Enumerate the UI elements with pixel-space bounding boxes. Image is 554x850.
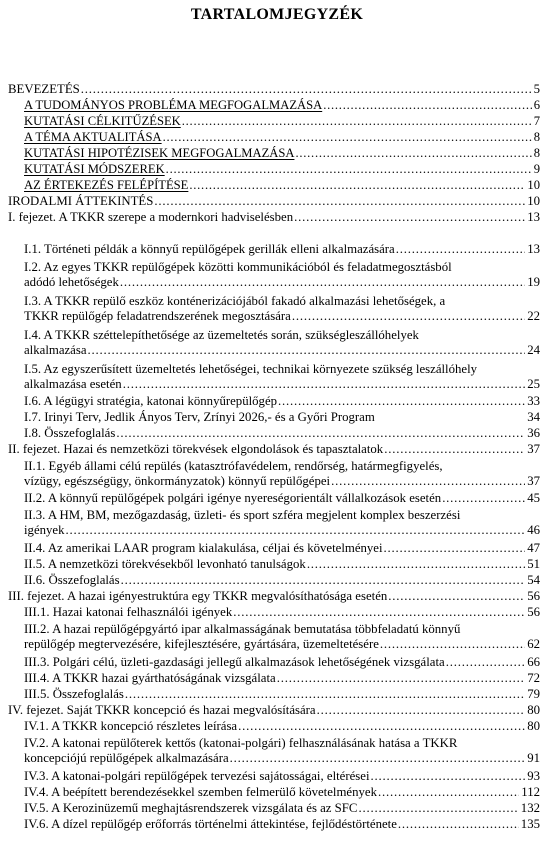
dot-leader [88, 343, 526, 358]
dot-leader [323, 98, 532, 113]
toc-entry-text: KUTATÁSI HIPOTÉZISEK MEGFOGALMAZÁSA [24, 146, 295, 160]
dot-leader [295, 146, 531, 161]
toc-entry[interactable] [0, 98, 554, 113]
toc-entry[interactable] [0, 114, 554, 129]
toc-page-number: 37 [527, 474, 540, 488]
toc-entry-text: II.2. A könnyű repülőgépek polgári igénye nyereségorientált vállalkozások esetén [24, 491, 442, 505]
toc-entry[interactable] [0, 508, 554, 538]
dot-leader [233, 605, 525, 620]
toc-entry-text: IV.3. A katonai-polgári repülőgépek tervezési sajátosságai, eltérései [24, 769, 370, 783]
dot-leader [66, 523, 526, 538]
toc-entry-text: IV.6. A dízel repülőgép erőforrás történelmi áttekintése, fejlődéstörténete [24, 817, 397, 831]
toc-entry-text: I. fejezet. A TKKR szerepe a modernkori hadviselésben [8, 210, 294, 224]
toc-entry-text: I.3. A TKKR repülő eszköz konténerizációjából fakadó alkalmazási lehetőségek, a [24, 294, 446, 308]
dot-leader [317, 703, 526, 718]
toc-entry[interactable] [0, 210, 554, 225]
toc-entry-text: IV.5. A Kerozinüzemű meghajtásrendszerek vizsgálata és az SFC [24, 801, 358, 815]
toc-entry-text: repülőgép megtervezésére, kifejlesztésére, gyártására, üzemeltetésére [24, 637, 379, 651]
dot-leader [163, 130, 532, 145]
toc-page-number: 7 [533, 114, 540, 128]
toc-entry-text: II.1. Egyéb állami célú repülés (katasztrófavédelem, rendőrség, határmegfigyelés, [24, 459, 443, 473]
toc-page-number: 6 [533, 98, 540, 112]
toc-entry-text: vízügy, egészségügy, önkormányzatok) könnyű repülőgépei [24, 474, 331, 488]
dot-leader [120, 275, 525, 290]
dot-leader [116, 426, 525, 441]
toc-entry[interactable] [0, 459, 554, 489]
toc-entry[interactable] [0, 703, 554, 718]
dot-leader [446, 655, 526, 670]
toc-entry-text: A TÉMA AKTUALITÁSA [24, 130, 162, 144]
dot-leader [238, 719, 525, 734]
toc-entry-text: III.3. Polgári célú, üzleti-gazdasági jellegű alkalmazások lehetőségének vizsgálata [24, 655, 445, 669]
dot-leader [81, 82, 532, 97]
dot-leader [294, 210, 525, 225]
toc-page-number: 80 [527, 719, 540, 733]
toc-entry-text: IV.1. A TKKR koncepció részletes leírása [24, 719, 238, 733]
toc-entry[interactable] [0, 178, 554, 193]
toc-page-number: 19 [527, 275, 540, 289]
toc-entry[interactable] [0, 242, 554, 257]
toc-page-number: 80 [527, 703, 540, 717]
toc-page-number: 132 [520, 801, 540, 815]
toc-entry[interactable] [0, 294, 554, 324]
dot-leader [292, 309, 525, 324]
dot-leader [123, 377, 526, 392]
toc-entry-text: III.2. A hazai repülőgépgyártó ipar alkalmasságának bemutatása többfeladatú könnyű [24, 622, 461, 636]
toc-page-number: 13 [527, 242, 540, 256]
toc-page-number: 8 [533, 146, 540, 160]
toc-page-number: 112 [521, 785, 540, 799]
toc-entry[interactable] [0, 328, 554, 358]
dot-leader [371, 769, 526, 784]
toc-page-number: 10 [527, 178, 540, 192]
toc-entry-text: koncepciójú repülőgépek alkalmazására [24, 751, 229, 765]
toc-entry-text: AZ ÉRTEKEZÉS FELÉPÍTÉSE [24, 178, 189, 192]
toc-page-number: 91 [527, 751, 540, 765]
toc-page-number: 66 [527, 655, 540, 669]
toc-page-number: 51 [527, 557, 540, 571]
dot-leader [277, 671, 525, 686]
dot-leader [396, 242, 525, 257]
toc-entry-text: KUTATÁSI CÉLKITŰZÉSEK [24, 114, 181, 128]
toc-entry[interactable] [0, 573, 554, 588]
toc-page-number: 25 [527, 377, 540, 391]
toc-entry[interactable] [0, 130, 554, 145]
toc-entry[interactable] [0, 801, 554, 816]
toc-entry[interactable] [0, 785, 554, 800]
toc-entry[interactable] [0, 260, 554, 290]
toc-page-number: 10 [527, 194, 540, 208]
toc-entry-text: I.1. Történeti példák a könnyű repülőgépek gerillák elleni alkalmazására [24, 242, 395, 256]
toc-page-number: 47 [527, 541, 540, 555]
dot-leader [331, 474, 525, 489]
dot-leader [388, 589, 525, 604]
toc-entry-text: alkalmazása [24, 343, 87, 357]
toc-page-number: 24 [527, 343, 540, 357]
toc-entry[interactable] [0, 736, 554, 766]
toc-page-number: 13 [527, 210, 540, 224]
toc-entry-text: II.3. A HM, BM, mezőgazdaság, üzleti- és sport szféra megjelent komplex beszerzési [24, 508, 461, 522]
toc-entry-text: I.5. Az egyszerűsített üzemeltetés lehetőségei, technikai környezete szükség leszállóhely [24, 362, 478, 376]
toc-entry[interactable] [0, 769, 554, 784]
toc-page-number: 62 [527, 637, 540, 651]
toc-entry[interactable] [0, 194, 554, 209]
dot-leader [384, 541, 526, 556]
dot-leader [384, 442, 525, 457]
toc-page-number: 22 [527, 309, 540, 323]
toc-entry-text: IV.2. A katonai repülőterek kettős (katonai-polgári) felhasználásának hatása a TKKR [24, 736, 458, 750]
toc-page-number: 79 [527, 687, 540, 701]
toc-entry-text: II.5. A nemzetközi törekvésekből levonható tanulságok [24, 557, 306, 571]
toc-page-number: 45 [527, 491, 540, 505]
dot-leader [278, 394, 525, 409]
dot-leader [442, 491, 525, 506]
dot-leader [358, 801, 518, 816]
toc-page-number: 36 [527, 426, 540, 440]
toc-page-number: 46 [527, 523, 540, 537]
toc-page-number: 135 [520, 817, 540, 831]
toc-page-number: 5 [533, 82, 540, 96]
toc-entry-text: III.5. Összefoglalás [24, 687, 124, 701]
dot-leader [230, 751, 526, 766]
page-title: TARTALOMJEGYZÉK [190, 6, 364, 23]
toc-page-number: 72 [527, 671, 540, 685]
toc-entry[interactable] [0, 362, 554, 392]
toc-page-number: 8 [533, 130, 540, 144]
toc-entry-text: III.4. A TKKR hazai gyárthatóságának vizsgálata [24, 671, 276, 685]
toc-entry-text: II.4. Az amerikai LAAR program kialakulása, céljai és követelményei [24, 541, 383, 555]
dot-leader [154, 194, 525, 209]
toc-entry-text: II.6. Összefoglalás [24, 573, 120, 587]
toc-entry-text: II. fejezet. Hazai és nemzetközi törekvések elgondolások és tapasztalatok [8, 442, 384, 456]
toc-entry[interactable] [0, 687, 554, 702]
toc-entry[interactable] [0, 589, 554, 604]
dot-leader [380, 637, 525, 652]
toc-entry[interactable] [0, 655, 554, 670]
toc-entry-text: KUTATÁSI MÓDSZEREK [24, 162, 165, 176]
dot-leader [121, 573, 526, 588]
toc-entry[interactable] [0, 491, 554, 506]
dot-leader [182, 114, 532, 129]
toc-entry-text: III.1. Hazai katonai felhasználói igények [24, 605, 233, 619]
toc-entry[interactable] [0, 719, 554, 734]
toc-page-number: 56 [527, 605, 540, 619]
toc-entry[interactable] [0, 442, 554, 457]
toc-page-number: 56 [527, 589, 540, 603]
dot-leader [378, 785, 519, 800]
toc-entry[interactable] [0, 146, 554, 161]
toc-entry-text: I.4. A TKKR széttelepíthetősége az üzemeltetés során, szükségleszállóhelyek [24, 328, 419, 342]
toc-entry-text: I.2. Az egyes TKKR repülőgépek közötti kommunikációból és feladatmegosztásból [24, 260, 452, 274]
toc-entry[interactable] [0, 817, 554, 832]
toc-entry-text: TKKR repülőgép feladatrendszerének megosztására [24, 309, 291, 323]
toc-entry-text: BEVEZETÉS [8, 82, 80, 96]
toc-entry[interactable] [0, 605, 554, 620]
toc-entry-text: alkalmazása esetén [24, 377, 122, 391]
toc-entry[interactable] [0, 82, 554, 97]
toc-entry[interactable] [0, 557, 554, 572]
toc-page-number: 34 [527, 410, 540, 424]
toc-entry-text: I.8. Összefoglalás [24, 426, 116, 440]
dot-leader [125, 687, 525, 702]
toc-entry-text: igények [24, 523, 65, 537]
toc-entry[interactable] [0, 426, 554, 441]
toc-entry[interactable] [0, 162, 554, 177]
toc-entry-text: IRODALMI ÁTTEKINTÉS [8, 194, 154, 208]
dot-leader [166, 162, 532, 177]
toc-entry-text: IV. fejezet. Saját TKKR koncepció és hazai megvalósítására [8, 703, 316, 717]
toc-entry[interactable] [0, 394, 554, 409]
toc-page-number: 37 [527, 442, 540, 456]
toc-entry-text: A TUDOMÁNYOS PROBLÉMA MEGFOGALMAZÁSA [24, 98, 323, 112]
toc-page-number: 9 [533, 162, 540, 176]
toc-page-number: 33 [527, 394, 540, 408]
toc-page-number: 93 [527, 769, 540, 783]
toc-entry-text: adódó lehetőségek [24, 275, 119, 289]
toc-entry[interactable] [0, 541, 554, 556]
toc-entry-text: I.6. A légügyi stratégia, katonai könnyűrepülőgép [24, 394, 278, 408]
dot-leader [189, 178, 525, 193]
toc-entry[interactable] [0, 671, 554, 686]
toc-entry-text: I.7. Irinyi Terv, Jedlik Ányos Terv, Zrínyi 2026,- és a Győri Program [24, 410, 375, 424]
toc-entry-text: IV.4. A beépített berendezésekkel szemben felmerülő követelmények [24, 785, 377, 799]
dot-leader [398, 817, 519, 832]
toc-page-number: 54 [527, 573, 540, 587]
toc-entry[interactable] [0, 410, 554, 425]
toc-entry[interactable] [0, 622, 554, 652]
dot-leader [307, 557, 525, 572]
toc-entry-text: III. fejezet. A hazai igényestruktúra egy TKKR megvalósíthatósága esetén [8, 589, 388, 603]
